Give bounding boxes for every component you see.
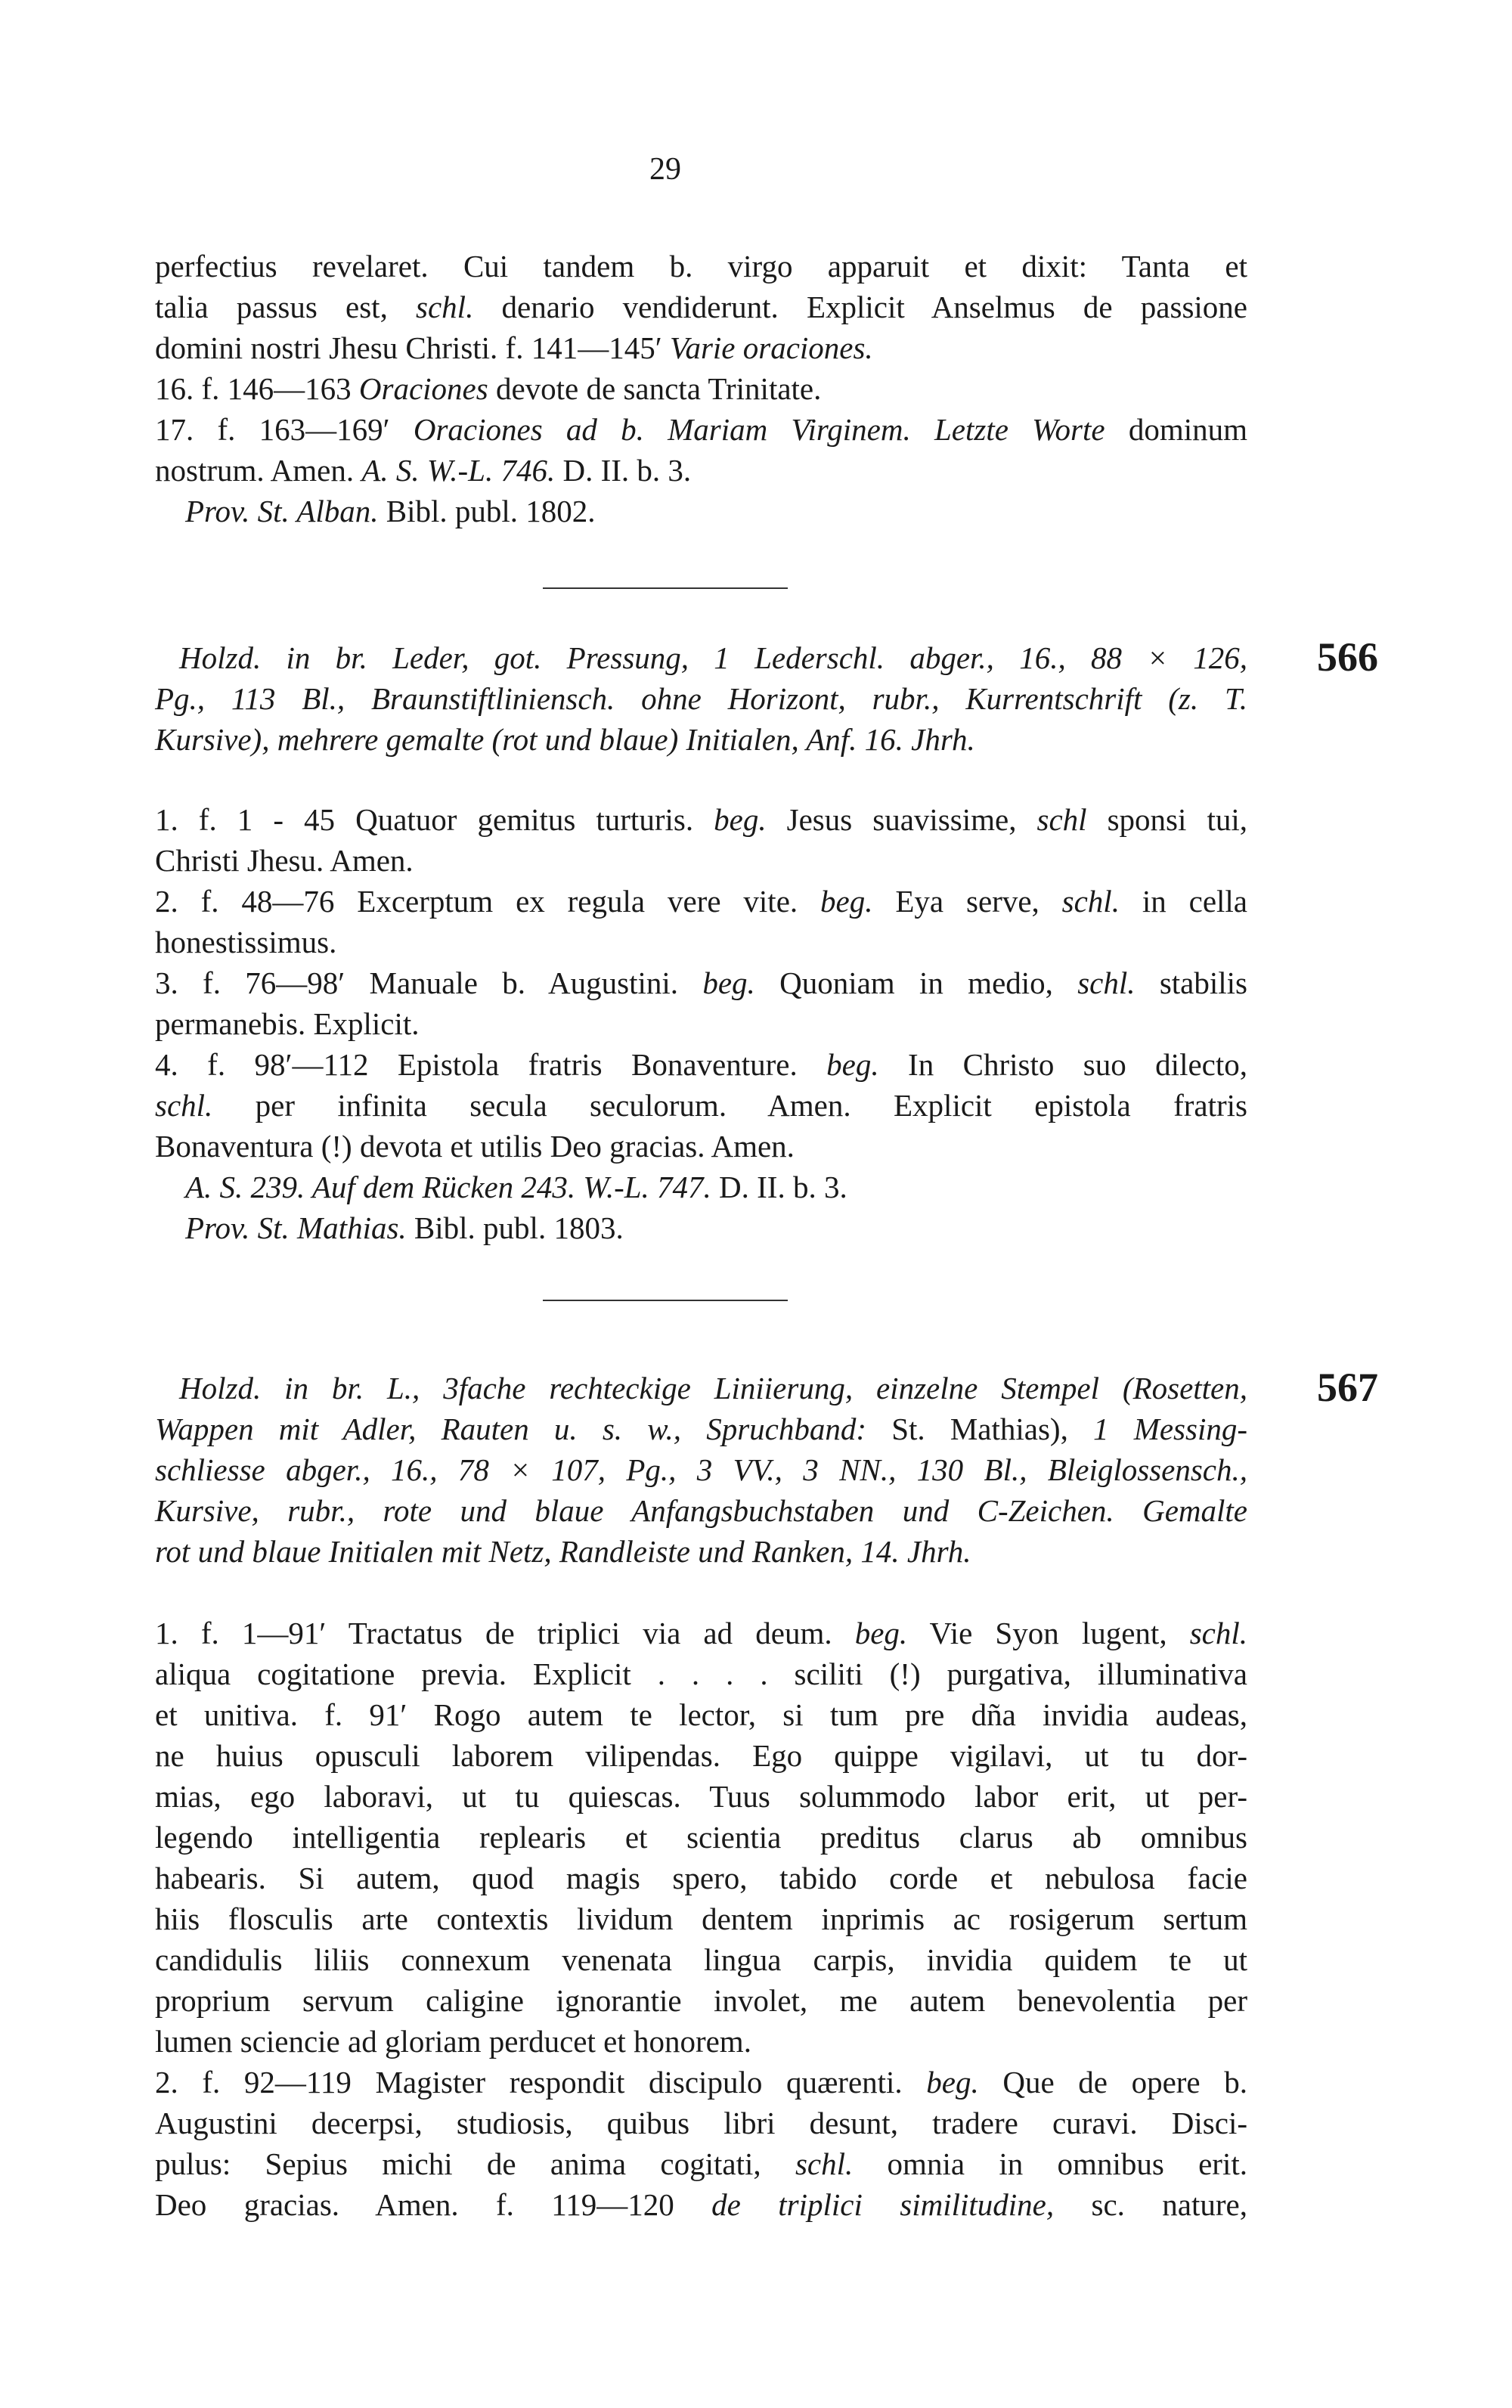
text-segment: in cella: [1119, 884, 1247, 919]
section-divider: [543, 587, 788, 589]
text-line: [185, 491, 1247, 531]
text-line: [155, 1735, 1247, 1776]
text-line: [155, 962, 1247, 1003]
text-line: [155, 1980, 1247, 2021]
catalog-entry-567-contents: [155, 1613, 1247, 2225]
italic-text: Oraciones: [358, 371, 488, 406]
catalog-entry-566-description: [155, 634, 1378, 760]
text-segment: domini nostri Jhesu Christi. f. 141—145′: [155, 330, 670, 365]
text-segment: ne huius opusculi laborem vilipendas. Ego quippe vigilavi, ut tu dor-: [155, 1738, 1247, 1773]
text-segment: Jesus suavissime,: [766, 802, 1037, 837]
text-segment: denario vendiderunt. Explicit Anselmus de passione: [473, 290, 1247, 324]
text-line: [155, 246, 1247, 287]
text-segment: Augustini decerpsi, studiosis, quibus libri desunt, tradere curavi. Disci-: [155, 2106, 1247, 2140]
text-segment: 1. f. 1—91′ Tractatus de triplici via ad deum.: [155, 1616, 855, 1650]
italic-text: beg.: [854, 1616, 908, 1650]
text-line: [155, 678, 1247, 719]
text-line: [155, 922, 1247, 962]
text-segment: D. II. b. 3.: [555, 453, 692, 488]
text-segment: Bibl. publ. 1802.: [378, 494, 596, 528]
italic-text: A. S. 239. Auf dem Rücken 243. W.-L. 747.: [185, 1170, 711, 1204]
text-segment: 2. f. 48—76 Excerptum ex regula vere vite.: [155, 884, 821, 919]
text-line: [185, 1207, 1247, 1248]
italic-text: Kursive), mehrere gemalte (rot und blaue) Initialen, Anf. 16. Jhrh.: [155, 722, 975, 757]
text-line: [155, 1858, 1247, 1898]
text-segment: Christi Jhesu. Amen.: [155, 843, 414, 878]
text-segment: 16. f. 146—163: [155, 371, 359, 406]
text-segment: Bonaventura (!) devota et utilis Deo gracias. Amen.: [155, 1129, 795, 1164]
text-line: [155, 2184, 1247, 2225]
text-segment: Que de opere b.: [978, 2065, 1247, 2100]
italic-text: Prov. St. Alban.: [185, 494, 379, 528]
text-line: [155, 1003, 1247, 1044]
text-segment: In Christo suo dilecto,: [878, 1047, 1247, 1082]
catalog-number: 566: [1317, 634, 1378, 680]
text-line: [155, 840, 1247, 881]
text-segment: St. Mathias),: [866, 1412, 1094, 1446]
text-line: [155, 1449, 1247, 1490]
catalog-number: 567: [1317, 1365, 1378, 1410]
italic-text: beg.: [714, 802, 767, 837]
italic-text: Varie oraciones.: [669, 330, 873, 365]
italic-text: schl.: [155, 1088, 213, 1123]
text-segment: permanebis. Explicit.: [155, 1006, 420, 1041]
text-line: [155, 450, 1247, 491]
italic-text: Kursive, rubr., rote und blaue Anfangsbuchstaben und C-Zeichen. Gemalte: [155, 1493, 1247, 1528]
italic-text: schl.: [795, 2146, 854, 2181]
text-segment: Eya serve,: [872, 884, 1062, 919]
section-divider: [543, 1300, 788, 1301]
italic-text: Prov. St. Mathias.: [185, 1210, 407, 1245]
text-line: [155, 327, 1247, 368]
text-segment: per infinita secula seculorum. Amen. Explicit epistola fratris: [212, 1088, 1247, 1123]
text-segment: sponsi tui,: [1086, 802, 1247, 837]
text-segment: proprium servum caligine ignorantie involet, me autem benevolentia per: [155, 1983, 1247, 2018]
text-segment: pulus: Sepius michi de anima cogitati,: [155, 2146, 795, 2181]
text-segment: stabilis: [1135, 965, 1247, 1000]
catalog-entry-567-description: [155, 1365, 1378, 1572]
text-segment: et unitiva. f. 91′ Rogo autem te lector, si tum pre dña invidia audeas,: [155, 1697, 1247, 1732]
text-segment: hiis flosculis arte contextis lividum dentem inprimis ac rosigerum sertum: [155, 1901, 1247, 1936]
text-line: [155, 2021, 1247, 2062]
text-line: [179, 634, 1378, 680]
text-line: [155, 881, 1247, 922]
text-segment: legendo intelligentia replearis et scientia preditus clarus ab omnibus: [155, 1820, 1247, 1855]
italic-text: Oraciones ad b. Mariam Virginem. Letzte Worte: [413, 412, 1105, 447]
italic-text: schl.: [416, 290, 474, 324]
text-segment: Deo gracias. Amen. f. 119—120: [155, 2187, 712, 2222]
text-segment: 3. f. 76—98′ Manuale b. Augustini.: [155, 965, 703, 1000]
text-line: [155, 799, 1247, 840]
text-segment: omnia in omnibus erit.: [853, 2146, 1247, 2181]
text-line: [155, 2062, 1247, 2103]
text-segment: 4. f. 98′—112 Epistola fratris Bonaventure.: [155, 1047, 827, 1082]
italic-text: schl.: [1077, 965, 1136, 1000]
text-segment: Vie Syon lugent,: [907, 1616, 1190, 1650]
text-segment: 1. f. 1 - 45 Quatuor gemitus turturis.: [155, 802, 714, 837]
text-segment: Quoniam in medio,: [754, 965, 1078, 1000]
italic-text: schliesse abger., 16., 78 × 107, Pg., 3 VV., 3 NN., 130 Bl., Bleiglossensch.,: [155, 1452, 1247, 1487]
italic-text: Pg., 113 Bl., Braunstiftliniensch. ohne Horizont, rubr., Kurrentschrift (z. T.: [155, 681, 1247, 716]
italic-text: beg.: [820, 884, 873, 919]
page-number: 29: [649, 152, 681, 187]
text-line: [155, 1126, 1247, 1167]
text-segment: habearis. Si autem, quod magis spero, tabido corde et nebulosa facie: [155, 1861, 1247, 1895]
text-block-continuation: [155, 246, 1247, 531]
text-segment: lumen sciencie ad gloriam perducet et honorem.: [155, 2024, 751, 2059]
italic-text: beg.: [926, 2065, 979, 2100]
italic-text: de triplici similitudine,: [711, 2187, 1055, 2222]
text-line: [155, 1531, 1247, 1572]
text-line: [155, 1776, 1247, 1817]
italic-text: schl: [1036, 802, 1087, 837]
italic-text: Holzd. in br. L., 3fache rechteckige Liniierung, einzelne Stempel (Rosetten,: [179, 1371, 1247, 1405]
text-segment: 2. f. 92—119 Magister respondit discipulo quærenti.: [155, 2065, 927, 2100]
text-segment: candidulis liliis connexum venenata lingua carpis, invidia quidem te ut: [155, 1942, 1247, 1977]
text-line: [155, 1044, 1247, 1085]
text-line: [155, 1409, 1247, 1449]
text-line: [179, 1365, 1378, 1410]
italic-text: A. S. W.-L. 746.: [361, 453, 556, 488]
text-line: [155, 2143, 1247, 2184]
text-line: [155, 1490, 1247, 1531]
italic-text: 1 Messing-: [1093, 1412, 1248, 1446]
text-segment: mias, ego laboravi, ut tu quiescas. Tuus solummodo labor erit, ut per-: [155, 1779, 1247, 1814]
italic-text: beg.: [702, 965, 755, 1000]
text-segment: honestissimus.: [155, 925, 337, 959]
text-line: [155, 1817, 1247, 1858]
text-line: [155, 1694, 1247, 1735]
text-line: [155, 1939, 1247, 1980]
text-line: [155, 1898, 1247, 1939]
text-segment: aliqua cogitatione previa. Explicit . . . . sciliti (!) purgativa, illuminativa: [155, 1656, 1247, 1691]
text-line: [185, 1167, 1247, 1207]
text-segment: nostrum. Amen.: [155, 453, 362, 488]
text-line: [155, 409, 1247, 450]
text-segment: devote de sancta Trinitate.: [488, 371, 822, 406]
italic-text: Holzd. in br. Leder, got. Pressung, 1 Lederschl. abger., 16., 88 × 126,: [179, 640, 1247, 675]
text-segment: D. II. b. 3.: [711, 1170, 847, 1204]
italic-text: schl.: [1189, 1616, 1247, 1650]
text-segment: dominum: [1105, 412, 1248, 447]
text-line: [155, 368, 1247, 409]
text-line: [155, 1085, 1247, 1126]
text-segment: sc. nature,: [1054, 2187, 1247, 2222]
text-line: [155, 719, 1247, 760]
italic-text: Wappen mit Adler, Rauten u. s. w., Spruchband:: [155, 1412, 867, 1446]
text-line: [155, 1613, 1247, 1653]
text-line: [155, 1653, 1247, 1694]
text-line: [155, 287, 1247, 327]
text-segment: 17. f. 163—169′: [155, 412, 414, 447]
text-segment: talia passus est,: [155, 290, 417, 324]
text-segment: perfectius revelaret. Cui tandem b. virgo apparuit et dixit: Tanta et: [155, 249, 1247, 284]
italic-text: rot und blaue Initialen mit Netz, Randleiste und Ranken, 14. Jhrh.: [155, 1534, 971, 1569]
italic-text: schl.: [1061, 884, 1120, 919]
text-line: [155, 2103, 1247, 2143]
text-segment: Bibl. publ. 1803.: [406, 1210, 624, 1245]
catalog-entry-566-contents: [155, 799, 1247, 1248]
italic-text: beg.: [826, 1047, 879, 1082]
